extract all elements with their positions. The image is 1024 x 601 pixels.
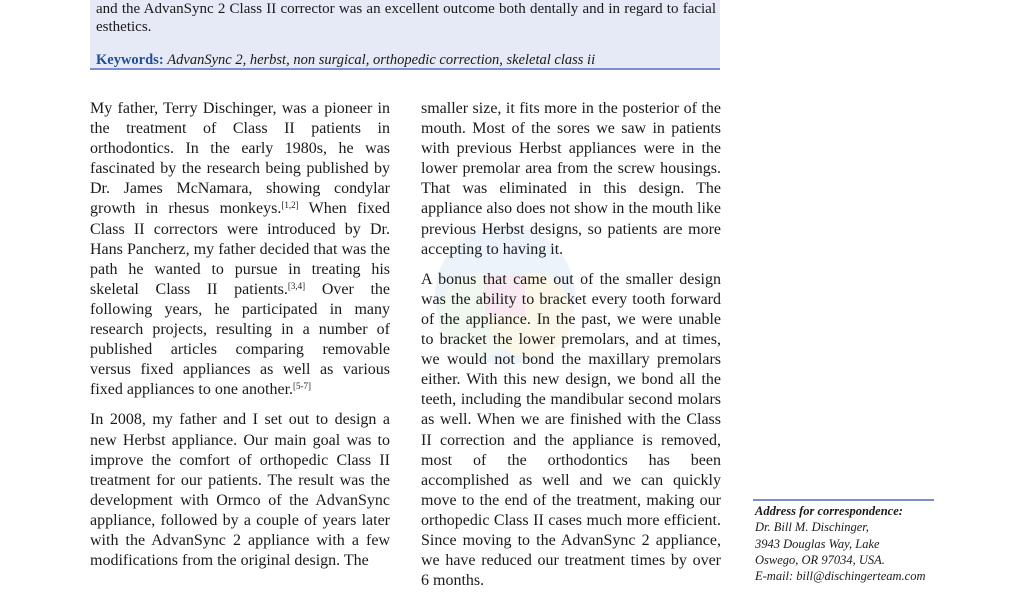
paragraph-text: Over the following years, he participated in many research projects, resulting in a number of published articles comparing removable versus fixed appliances as well as various fixed appliances to one another. [90, 280, 391, 399]
body-right-column [421, 99, 721, 601]
correspondence-email[interactable]: E-mail: bill@dischingerteam.com [755, 569, 926, 584]
citation-ref[interactable]: [5-7] [293, 381, 312, 392]
keywords-line [96, 51, 595, 69]
paragraph: smaller size, it fits more in the posterior of the mouth. Most of the sores we saw in patients with previous Herbst appliances were in the lower premolar area from the screw housings. That was eliminated in this design. The appliance also does not show in the mouth like previous Herbst designs, so patients are more accepting to having it. [421, 100, 721, 258]
keywords-label: Keywords: [96, 52, 164, 68]
paragraph-text: My father, Terry Dischinger, was a pioneer in the treatment of Class II patients in orthodontics. In the early 1980s, he was fascinated by the research being published by Dr. James McNamara, showing condylar growth in rhesus monkeys. [90, 100, 390, 218]
correspondence-block [755, 503, 935, 584]
citation-ref[interactable]: [1,2] [281, 200, 299, 211]
correspondence-address-line: 3943 Douglas Way, Lake [755, 536, 880, 551]
abstract-box [90, 0, 720, 70]
correspondence-divider [753, 499, 934, 501]
correspondence-address-line: Oswego, OR 97034, USA. [755, 552, 885, 567]
paragraph: In 2008, my father and I set out to design a new Herbst appliance. Our main goal was to improve the comfort of orthopedic Class II treatment for our patients. The result was the development with Ormco of the AdvanSync appliance, followed by a couple of years later with the AdvanSync 2 appliance with a few modifications from the original design. The [90, 411, 390, 570]
correspondence-title: Address for correspondence: [755, 504, 903, 518]
paragraph-text: When fixed Class II correctors were introduced by Dr. Hans Pancherz, my father decided that was the path he wanted to pursue in treating his skeletal Class II patients. [90, 200, 390, 298]
paragraph [90, 99, 390, 400]
keywords-list: AdvanSync 2, herbst, non surgical, orthopedic correction, skeletal class ii [167, 52, 596, 68]
abstract-text: and the AdvanSync 2 Class II corrector was an excellent outcome both dentally and in regard to facial esthetics. [96, 1, 716, 35]
citation-ref[interactable]: [3,4] [287, 280, 306, 291]
body-left-column [90, 99, 390, 581]
correspondence-name: Dr. Bill M. Dischinger, [755, 520, 869, 535]
paragraph: A bonus that came out of the smaller design was the ability to bracket every tooth forward of the appliance. In the past, we were unable to bracket the lower premolars, and at times, we would not bond the maxillary premolars either. With this new design, we bond all the teeth, including the mandibular second molars as well. When we are finished with the Class II correction and the appliance is removed, most of the orthodontics has been accomplished as well and we can quickly move to the end of the treatment, making our orthopedic Class II cases much more efficient. Since moving to the AdvanSync 2 appliance, we have reduced our treatment times by over 6 months. [421, 270, 721, 590]
